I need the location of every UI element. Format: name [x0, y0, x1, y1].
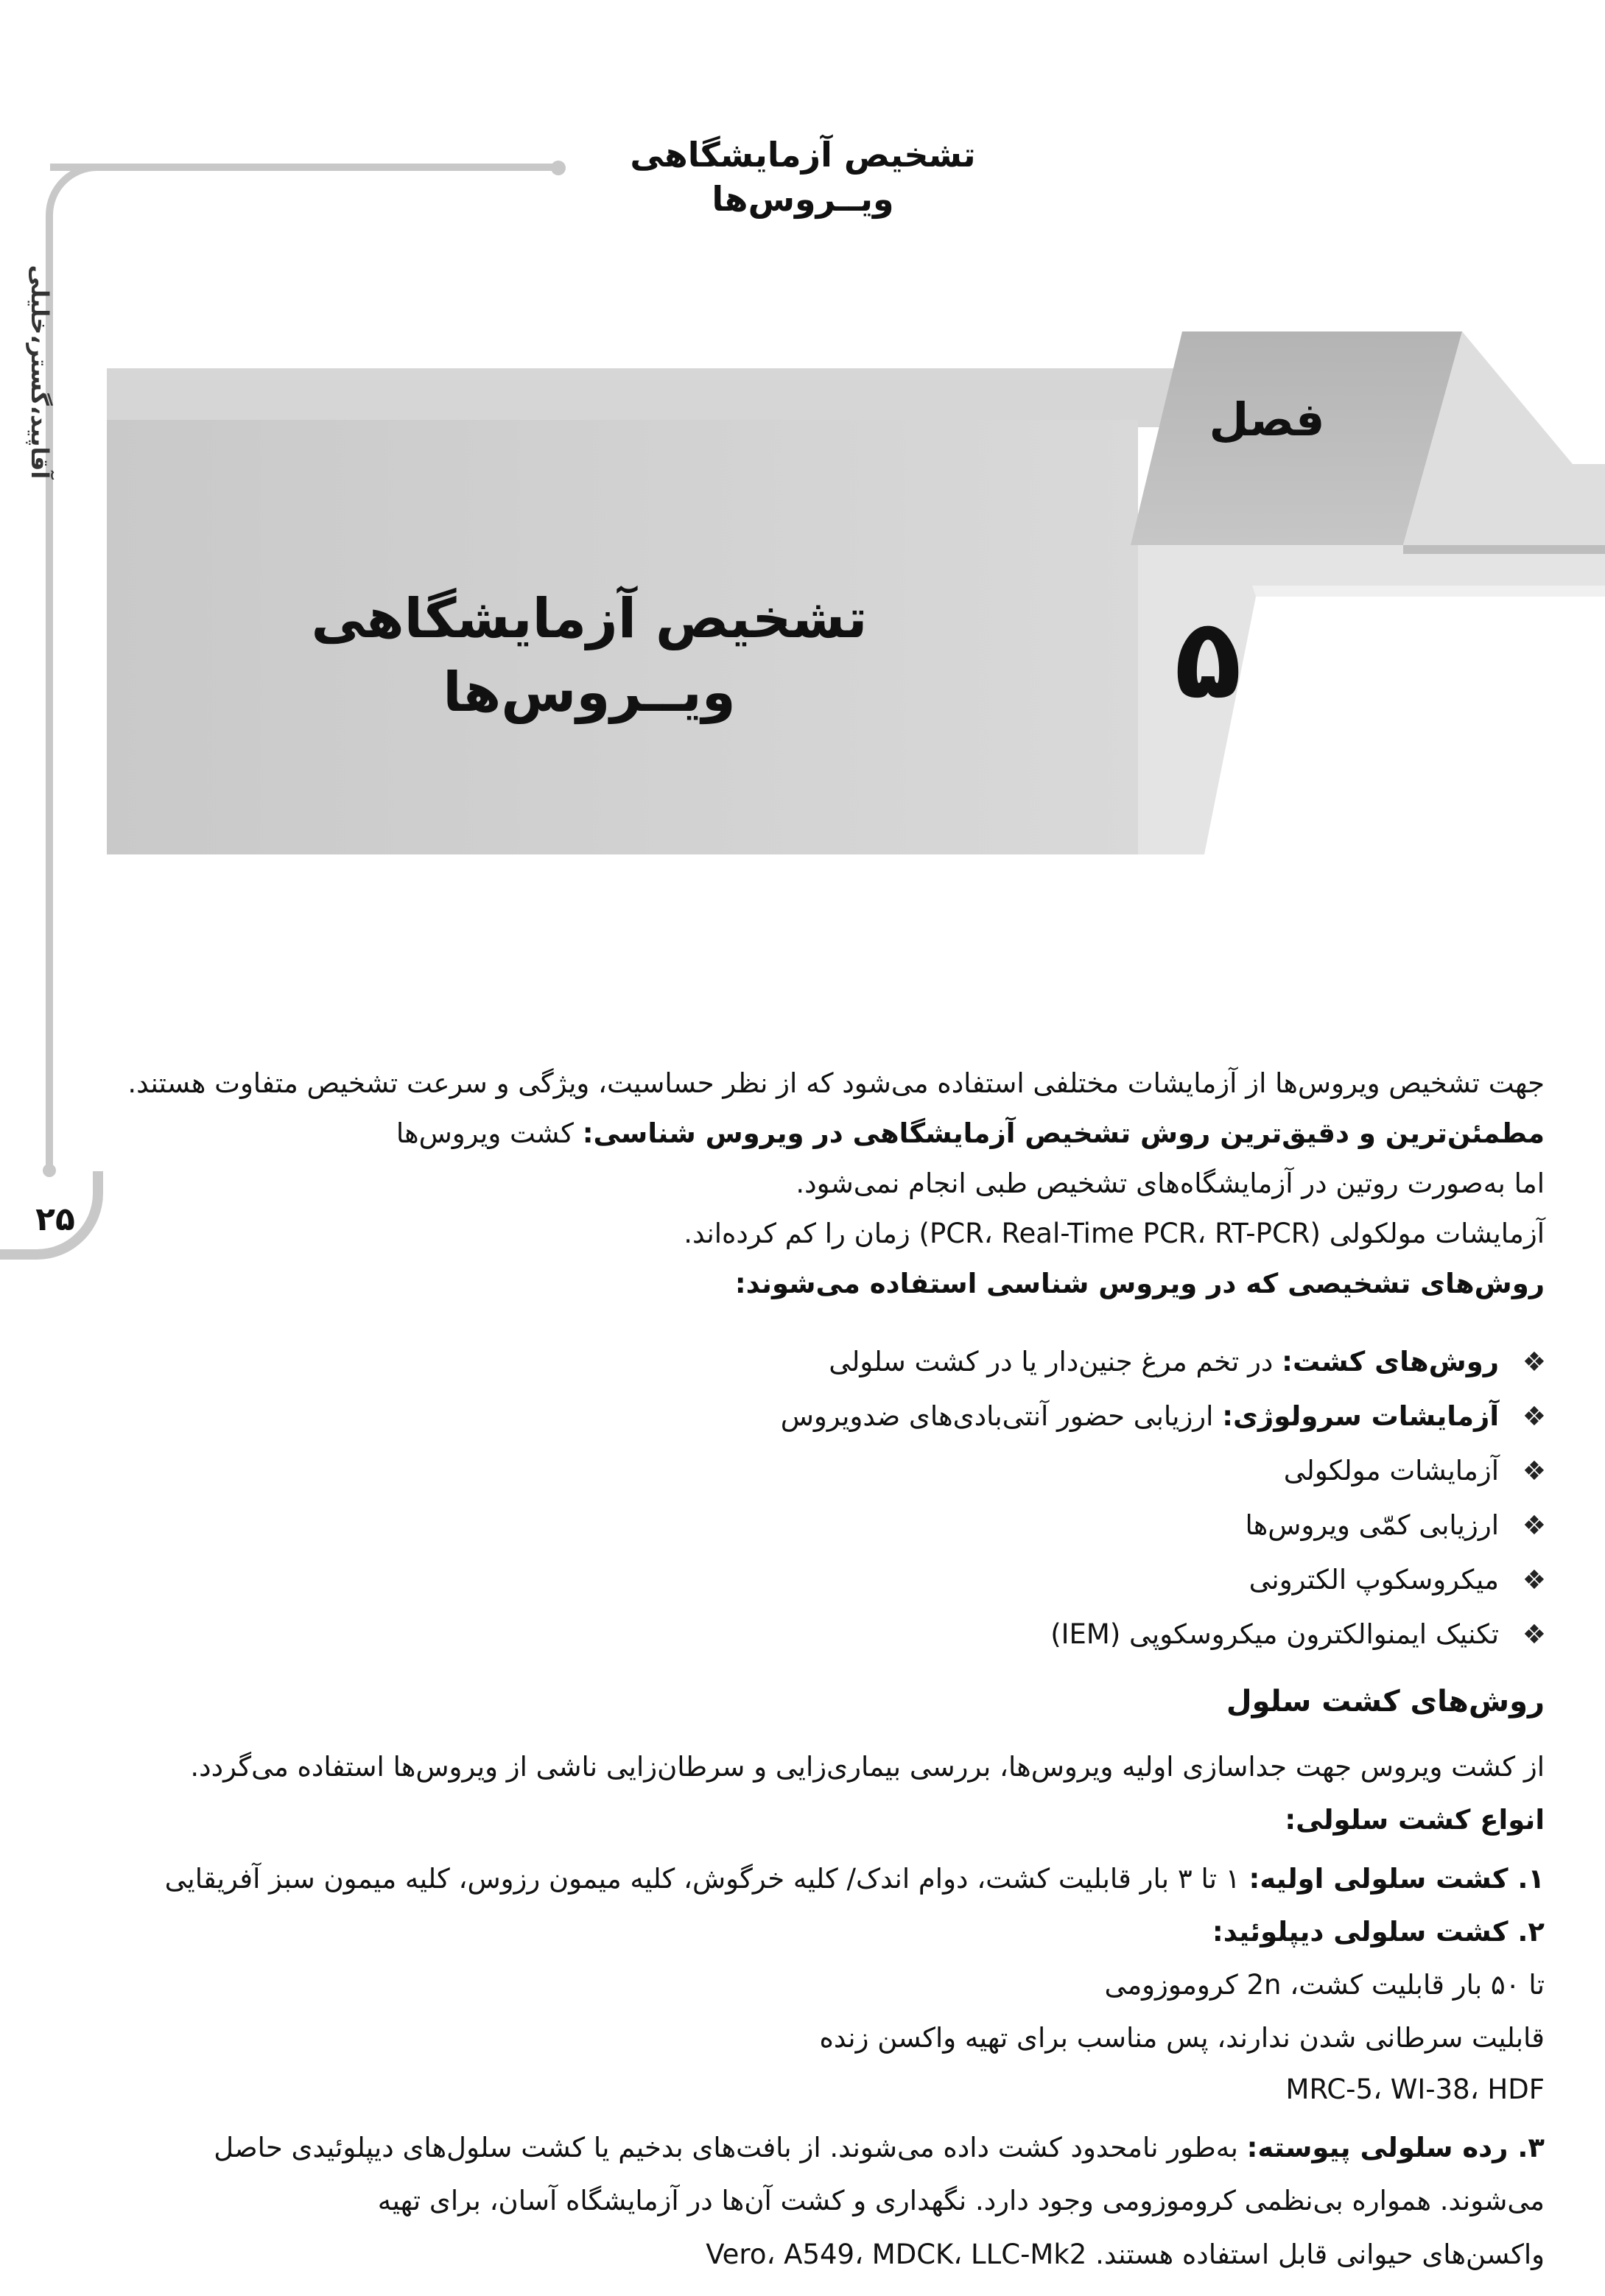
list-item-text: در تخم مرغ جنین‌دار یا در کشت سلولی	[829, 1346, 1282, 1377]
diploid-line-3: MRC-5، WI-38، HDF	[1285, 2074, 1545, 2105]
page-number: ۲۵	[35, 1201, 75, 1238]
chapter-label: فصل	[1209, 393, 1325, 446]
chapter-title: تشخیص آزمایشگاهی ویــروس‌ها	[311, 587, 868, 724]
paragraph-intro: جهت تشخیص ویروس‌ها از آزمایشات مختلفی استفاده می‌شود که از نظر حساسیت، ویژگی و سرعت تشخیص متفاوت هستند.	[127, 1067, 1545, 1099]
frame-top-dot	[551, 161, 566, 175]
diploid-line-2: قابلیت سرطانی شدن ندارند، پس مناسب برای تهیه واکسن زنده	[819, 2022, 1545, 2054]
frame-corner	[46, 164, 112, 230]
paragraph-culture-types: انواع کشت سلولی:	[1285, 1804, 1545, 1836]
item-primary-culture	[103, 1856, 1545, 1902]
list-item-text: ارزیابی کمّی ویروس‌ها	[1245, 1509, 1499, 1541]
bullet-diamond-icon: ❖	[1522, 1456, 1546, 1486]
paragraph-most-reliable-bold: مطمئن‌ترین و دقیق‌ترین روش تشخیص آزمایشگاهی در ویروس شناسی:	[582, 1117, 1545, 1149]
item-primary-culture-text: ۱ تا ۳ بار قابلیت کشت، دوام اندک/ کلیه خرگوش، کلیه میمون رزوس، کلیه میمون سبز آفریقایی	[164, 1863, 1249, 1895]
list-item	[368, 1607, 1546, 1662]
paragraph-methods-heading: روش‌های تشخیصی که در ویروس شناسی استفاده می‌شوند:	[734, 1268, 1545, 1299]
paragraph-most-reliable-text: کشت ویروس‌ها	[396, 1117, 583, 1149]
list-item	[368, 1444, 1546, 1498]
item-continuous-line-2: می‌شوند. همواره بی‌نظمی کروموزومی وجود دارد. نگهداری و کشت آن‌ها در آزمایشگاه آسان، برای تهیه	[377, 2185, 1545, 2216]
diploid-line-1: تا ۵۰ بار قابلیت کشت، 2n کروموزومی	[1104, 1969, 1545, 2001]
frame-top-rule	[50, 164, 558, 171]
item-continuous-text: به‌طور نامحدود کشت داده می‌شوند. از بافت‌های بدخیم یا کشت سلول‌های دیپلوئیدی حاصل	[214, 2132, 1247, 2163]
item-primary-culture-bold: ۱. کشت سلولی اولیه:	[1248, 1863, 1545, 1895]
paragraph-most-reliable	[103, 1111, 1545, 1156]
list-item	[368, 1553, 1546, 1607]
bullet-diamond-icon: ❖	[1522, 1565, 1546, 1595]
item-continuous-line-1	[101, 2121, 1545, 2174]
bullet-diamond-icon: ❖	[1522, 1620, 1546, 1650]
bullet-diamond-icon: ❖	[1522, 1347, 1546, 1377]
item-diploid-culture: ۲. کشت سلولی دیپلوئید:	[1212, 1916, 1545, 1948]
paragraph-cell-culture: از کشت ویروس جهت جداسازی اولیه ویروس‌ها، بررسی بیماری‌زایی و سرطان‌زایی ناشی از ویروس‌ها استفاده می‌گردد.	[190, 1751, 1545, 1783]
list-item	[368, 1389, 1546, 1444]
running-head: تشخیص آزمایشگاهی ویــروس‌ها	[630, 135, 976, 219]
list-item-bold: روش‌های کشت:	[1282, 1346, 1499, 1377]
list-item-bold: آزمایشات سرولوژی:	[1222, 1400, 1499, 1432]
paragraph-molecular: آزمایشات مولکولی (PCR، Real-Time PCR، RT-PCR) زمان را کم کرده‌اند.	[684, 1218, 1545, 1249]
item-continuous-bold: ۳. رده سلولی پیوسته:	[1246, 2132, 1545, 2163]
chapter-number: ۵	[1174, 595, 1242, 723]
paragraph-routine: اما به‌صورت روتین در آزمایشگاه‌های تشخیص طبی انجام نمی‌شود.	[796, 1168, 1545, 1199]
list-item-text: آزمایشات مولکولی	[1283, 1455, 1499, 1486]
methods-list	[368, 1335, 1546, 1662]
section-heading: روش‌های کشت سلول	[1226, 1685, 1545, 1719]
bullet-diamond-icon: ❖	[1522, 1402, 1546, 1432]
list-item-text: میکروسکوپ الکترونی	[1248, 1564, 1499, 1595]
list-item	[368, 1335, 1546, 1389]
list-item-text: تکنیک ایمنوالکترون میکروسکوپی (IEM)	[1050, 1618, 1499, 1650]
item-continuous-line-3: واکسن‌های حیوانی قابل استفاده هستند. Vero، A549، MDCK، LLC-Mk2	[706, 2239, 1545, 2270]
list-item	[368, 1498, 1546, 1553]
bullet-diamond-icon: ❖	[1522, 1511, 1546, 1541]
side-author-text: آقاپید،گستر،خلیلی	[26, 264, 54, 480]
side-author	[18, 250, 62, 494]
list-item-text: ارزیابی حضور آنتی‌بادی‌های ضدویروس	[780, 1400, 1223, 1432]
